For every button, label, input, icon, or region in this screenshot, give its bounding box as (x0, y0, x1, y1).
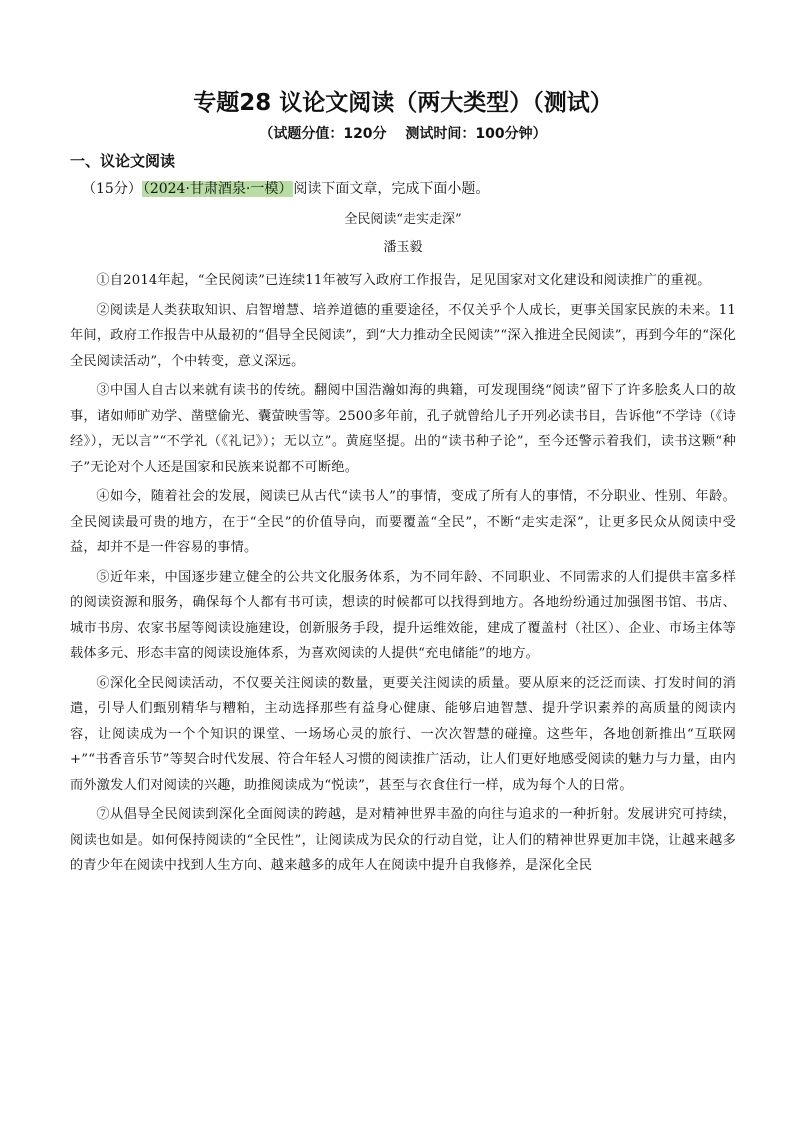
paragraph-5: ⑤近年来，中国逐步建立健全的公共文化服务体系，为不同年龄、不同职业、不同需求的人们提供丰富多样的阅读资源和服务，确保每个人都有书可读，想读的时候都可以找得到地方。各地纷纷通过加强图书馆、书店、城市书房、农家书屋等阅读设施建设，创新服务手段，提升运维效能，建成了覆盖村（社区）、企业、市场主体等载体多元、形态丰富的阅读设施体系，为喜欢阅读的人提供“充电储能”的地方。 (70, 569, 736, 661)
paragraph-6: ⑥深化全民阅读活动，不仅要关注阅读的数量，更要关注阅读的质量。要从原来的泛泛而读、打发时间的消遣，引导人们甄别精华与糟粕，主动选择那些有益身心健康、能够启迪智慧、提升学识素养的高质量的阅读内容，让阅读成为一个个知识的课堂、一场场心灵的旅行、一次次智慧的碰撞。这些年，各地创新推出“互联网+”“书香音乐节”等契合时代发展、符合年轻人习惯的阅读推广活动，让人们更好地感受阅读的魅力与力量，由内而外激发人们对阅读的兴趣，助推阅读成为“悦读”，甚至与衣食住行一样，成为每个人的日常。 (70, 675, 736, 793)
exam-info: （试题分值：120分 测试时间：100分钟） (259, 126, 547, 142)
source-tag: （2024·甘肃酒泉·一模） (142, 181, 293, 197)
page-title: 专题28 议论文阅读（两大类型）（测试） (193, 90, 613, 116)
paragraph-1: ①自2014年起，“全民阅读”已连续11年被写入政府工作报告，足见国家对文化建设和阅读推广的重视。 (96, 273, 711, 288)
question-score: （15分） (82, 181, 142, 197)
paragraph-3: ③中国人自古以来就有读书的传统。翻阅中国浩瀚如海的典籍，可发现围绕“阅读”留下了许多脍炙人口的故事，诸如师旷劝学、凿壁偷光、囊萤映雪等。2500多年前，孔子就曾给儿子开列必读书目，告诉他“不学诗（《诗经》），无以言”“不学礼（《礼记》）；无以立”。黄庭坚提。出的“读书种子论”，至今还警示着我们，读书这颗“种子”无论对个人还是国家和民族来说都不可断绝。 (70, 383, 736, 475)
question-instruction: 阅读下面文章，完成下面小题。 (293, 181, 490, 197)
paragraph-7: ⑦从倡导全民阅读到深化全面阅读的跨越，是对精神世界丰盈的向往与追求的一种折射。发展讲究可持续，阅读也如是。如何保持阅读的“全民性”，让阅读成为民众的行动自觉，让人们的精神世界更加丰饶，让越来越多的青少年在阅读中找到人生方向、越来越多的成年人在阅读中提升自我修养，是深化全民 (70, 807, 736, 873)
paragraph-2: ②阅读是人类获取知识、启智增慧、培养道德的重要途径，不仅关乎个人成长，更事关国家民族的未来。11年间，政府工作报告中从最初的“倡导全民阅读”，到“大力推动全民阅读”“深入推进全民阅读”，再到今年的“深化全民阅读活动”，个中转变，意义深远。 (70, 302, 736, 369)
question-intro (82, 178, 736, 200)
section-heading: 一、议论文阅读 (70, 152, 176, 170)
article-author: 潘玉毅 (383, 240, 423, 255)
article-body (70, 268, 736, 879)
article-title: 全民阅读“走实走深” (344, 212, 462, 227)
paragraph-4: ④如今，随着社会的发展，阅读已从古代“读书人”的事情，变成了所有人的事情，不分职业、性别、年龄。全民阅读最可贵的地方，在于“全民”的价值导向，而要覆盖“全民”，不断“走实走深”，让更多民众从阅读中受益，却并不是一件容易的事情。 (70, 489, 736, 555)
